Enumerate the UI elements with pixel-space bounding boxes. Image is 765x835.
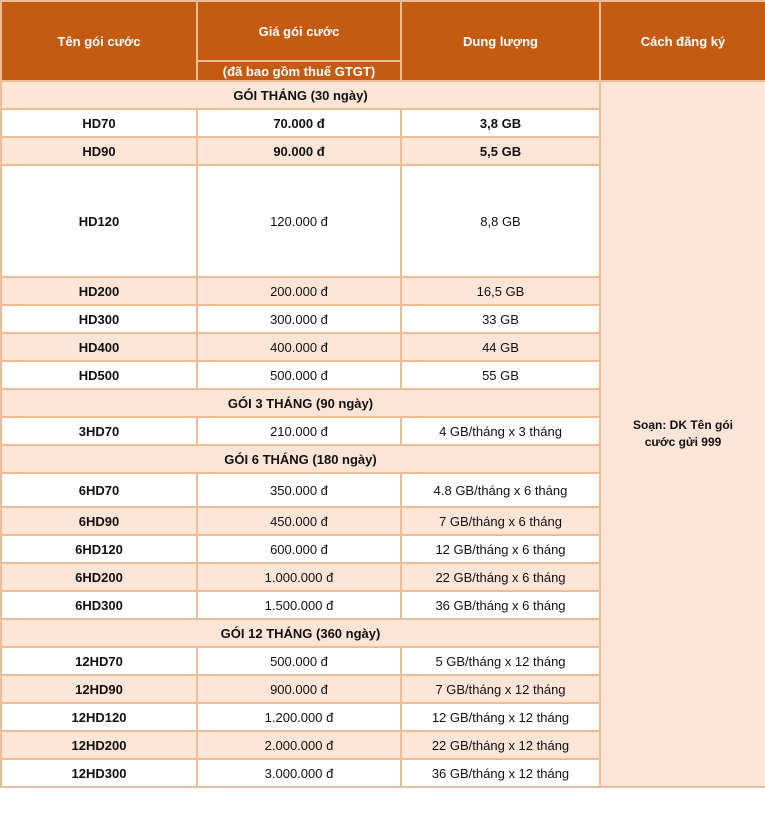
register-instructions — [600, 81, 765, 787]
package-data: 7 GB/tháng x 12 tháng — [401, 675, 600, 703]
register-prefix: Soạn: — [633, 418, 670, 432]
package-data: 44 GB — [401, 333, 600, 361]
package-name: HD500 — [1, 361, 197, 389]
package-data: 4.8 GB/tháng x 6 tháng — [401, 473, 600, 507]
package-name: 12HD70 — [1, 647, 197, 675]
register-suffix: gửi 999 — [675, 435, 722, 449]
package-data: 55 GB — [401, 361, 600, 389]
package-name: 12HD120 — [1, 703, 197, 731]
package-price: 400.000 đ — [197, 333, 401, 361]
package-data: 16,5 GB — [401, 277, 600, 305]
package-data: 36 GB/tháng x 12 tháng — [401, 759, 600, 787]
package-name: 6HD70 — [1, 473, 197, 507]
package-name: 12HD300 — [1, 759, 197, 787]
package-name: HD200 — [1, 277, 197, 305]
package-name: 12HD200 — [1, 731, 197, 759]
package-name: HD300 — [1, 305, 197, 333]
header-price: Giá gói cước — [197, 1, 401, 61]
package-price: 2.000.000 đ — [197, 731, 401, 759]
package-data: 5 GB/tháng x 12 tháng — [401, 647, 600, 675]
package-price: 70.000 đ — [197, 109, 401, 137]
package-name: 3HD70 — [1, 417, 197, 445]
section-title: GÓI THÁNG (30 ngày) — [1, 81, 600, 109]
package-price: 450.000 đ — [197, 507, 401, 535]
package-data: 36 GB/tháng x 6 tháng — [401, 591, 600, 619]
package-name: HD400 — [1, 333, 197, 361]
package-data: 33 GB — [401, 305, 600, 333]
package-price: 900.000 đ — [197, 675, 401, 703]
package-data: 3,8 GB — [401, 109, 600, 137]
section-title: GÓI 12 THÁNG (360 ngày) — [1, 619, 600, 647]
section-title: GÓI 3 THÁNG (90 ngày) — [1, 389, 600, 417]
package-name: 6HD200 — [1, 563, 197, 591]
header-data: Dung lượng — [401, 1, 600, 81]
header-package-name: Tên gói cước — [1, 1, 197, 81]
section-title: GÓI 6 THÁNG (180 ngày) — [1, 445, 600, 473]
package-price: 210.000 đ — [197, 417, 401, 445]
package-name: 12HD90 — [1, 675, 197, 703]
package-price: 1.500.000 đ — [197, 591, 401, 619]
package-name: HD70 — [1, 109, 197, 137]
package-price: 1.200.000 đ — [197, 703, 401, 731]
header-register: Cách đăng ký — [600, 1, 765, 81]
package-price: 600.000 đ — [197, 535, 401, 563]
package-price: 500.000 đ — [197, 647, 401, 675]
package-name: 6HD120 — [1, 535, 197, 563]
package-data: 7 GB/tháng x 6 tháng — [401, 507, 600, 535]
package-name: 6HD300 — [1, 591, 197, 619]
package-price: 120.000 đ — [197, 165, 401, 277]
header-price-note: (đã bao gồm thuế GTGT) — [197, 61, 401, 81]
package-data: 12 GB/tháng x 12 tháng — [401, 703, 600, 731]
package-price: 500.000 đ — [197, 361, 401, 389]
package-name: 6HD90 — [1, 507, 197, 535]
package-data: 8,8 GB — [401, 165, 600, 277]
package-data: 22 GB/tháng x 6 tháng — [401, 563, 600, 591]
package-price: 1.000.000 đ — [197, 563, 401, 591]
package-data: 22 GB/tháng x 12 tháng — [401, 731, 600, 759]
package-price: 200.000 đ — [197, 277, 401, 305]
package-name: HD120 — [1, 165, 197, 277]
package-price: 350.000 đ — [197, 473, 401, 507]
register-command: DK Tên gói cước — [644, 418, 733, 449]
package-price: 90.000 đ — [197, 137, 401, 165]
package-data: 4 GB/tháng x 3 tháng — [401, 417, 600, 445]
package-name: HD90 — [1, 137, 197, 165]
package-data: 5,5 GB — [401, 137, 600, 165]
package-price: 300.000 đ — [197, 305, 401, 333]
package-data: 12 GB/tháng x 6 tháng — [401, 535, 600, 563]
package-price: 3.000.000 đ — [197, 759, 401, 787]
